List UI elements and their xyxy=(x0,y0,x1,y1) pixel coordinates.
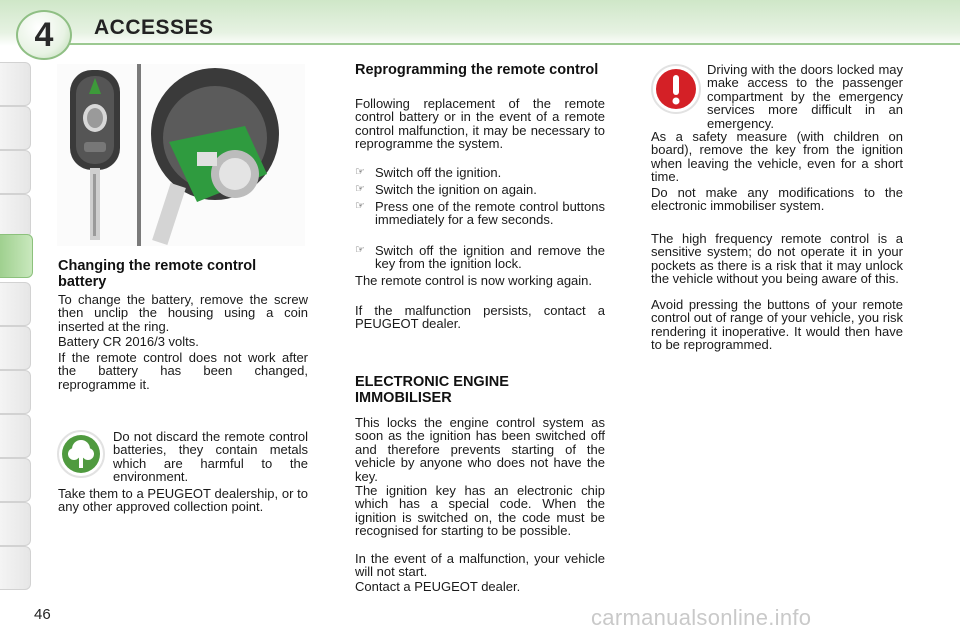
chapter-tab[interactable] xyxy=(0,150,31,194)
remote-key-photo xyxy=(57,64,305,246)
warning-paragraph-5: Avoid pressing the buttons of your remote control out of range of your vehicle, you risk rendering it inoperative. It would then have to be reprogrammed. xyxy=(651,297,903,353)
immobiliser-paragraph-1: This locks the engine control system as soon as the ignition has been switched off and therefore prevents starting of the vehicle by anyone who does not have the key. xyxy=(355,415,605,484)
chapter-tab[interactable] xyxy=(0,62,31,106)
chapter-number-badge: 4 xyxy=(16,10,72,60)
chapter-tab[interactable] xyxy=(0,370,31,414)
chapter-tab-active[interactable] xyxy=(0,234,33,278)
immobiliser-paragraph-3: In the event of a malfunction, your vehicle will not start. xyxy=(355,551,605,580)
battery-heading: Changing the remote control battery xyxy=(58,258,257,290)
chapter-tab[interactable] xyxy=(0,458,31,502)
page-number: 46 xyxy=(34,606,51,623)
reprogram-paragraph-3: If the malfunction persists, contact a PEUGEOT dealer. xyxy=(355,303,605,332)
chapter-tabs xyxy=(0,62,34,578)
exclamation-warning-icon xyxy=(651,64,701,114)
chapter-tab[interactable] xyxy=(0,546,31,590)
warning-paragraph-3: Do not make any modifications to the electronic immobiliser system. xyxy=(651,185,903,214)
pointing-hand-icon: ☞ xyxy=(355,166,365,178)
reprogram-step: ☞ Switch the ignition on again. xyxy=(355,182,537,197)
warning-paragraph-4: The high frequency remote control is a sensitive system; do not operate it in your pockets as there is a risk that it may unlock the vehicle without you being aware of this. xyxy=(651,231,903,287)
chapter-title: ACCESSES xyxy=(94,16,214,39)
chapter-tab[interactable] xyxy=(0,502,31,546)
environment-note-2: Take them to a PEUGEOT dealership, or to any other approved collection point. xyxy=(58,486,308,515)
chapter-tab[interactable] xyxy=(0,194,31,238)
battery-paragraph-3: If the remote control does not work after the battery has been changed, reprogramme it. xyxy=(58,350,308,392)
pointing-hand-icon: ☞ xyxy=(355,183,365,195)
warning-paragraph-2: As a safety measure (with children on board), remove the key from the ignition when leaving the vehicle, even for a short time. xyxy=(651,129,903,185)
immobiliser-paragraph-4: Contact a PEUGEOT dealer. xyxy=(355,579,521,594)
reprogram-intro: Following replacement of the remote control battery or in the event of a remote control malfunction, it may be necessary to reprogramme the system. xyxy=(355,96,605,152)
chapter-tab[interactable] xyxy=(0,106,31,150)
pointing-hand-icon: ☞ xyxy=(355,200,365,212)
warning-paragraph-1: Driving with the doors locked may make access to the passenger compartment by the emergency services more difficult in an emergency. xyxy=(707,62,903,131)
immobiliser-paragraph-2: The ignition key has an electronic chip which has a special code. When the ignition is switched on, the code must be recognised for starting to be possible. xyxy=(355,483,605,539)
pointing-hand-icon: ☞ xyxy=(355,244,365,256)
watermark: carmanualsonline.info xyxy=(591,605,812,630)
reprogram-heading: Reprogramming the remote control xyxy=(355,62,599,78)
reprogram-step: ☞ Switch off the ignition. xyxy=(355,165,502,180)
chapter-tab[interactable] xyxy=(0,414,31,458)
reprogram-paragraph-2: The remote control is now working again. xyxy=(355,273,593,288)
immobiliser-heading: ELECTRONIC ENGINE IMMOBILISER xyxy=(355,374,509,406)
reprogram-step: ☞ Switch off the ignition and remove the key from the ignition lock. xyxy=(355,243,605,272)
battery-paragraph-2: Battery CR 2016/3 volts. xyxy=(58,334,199,349)
chapter-tab[interactable] xyxy=(0,282,31,326)
header-divider xyxy=(60,43,960,45)
environment-note-1: Do not discard the remote control batteries, they contain metals which are harmful to the environment. xyxy=(113,429,308,485)
chapter-tab[interactable] xyxy=(0,326,31,370)
reprogram-step: ☞ Press one of the remote control buttons immediately for a few seconds. xyxy=(355,199,605,228)
battery-paragraph-1: To change the battery, remove the screw then unclip the housing using a coin inserted at the ring. xyxy=(58,292,308,334)
tree-icon xyxy=(57,430,105,478)
